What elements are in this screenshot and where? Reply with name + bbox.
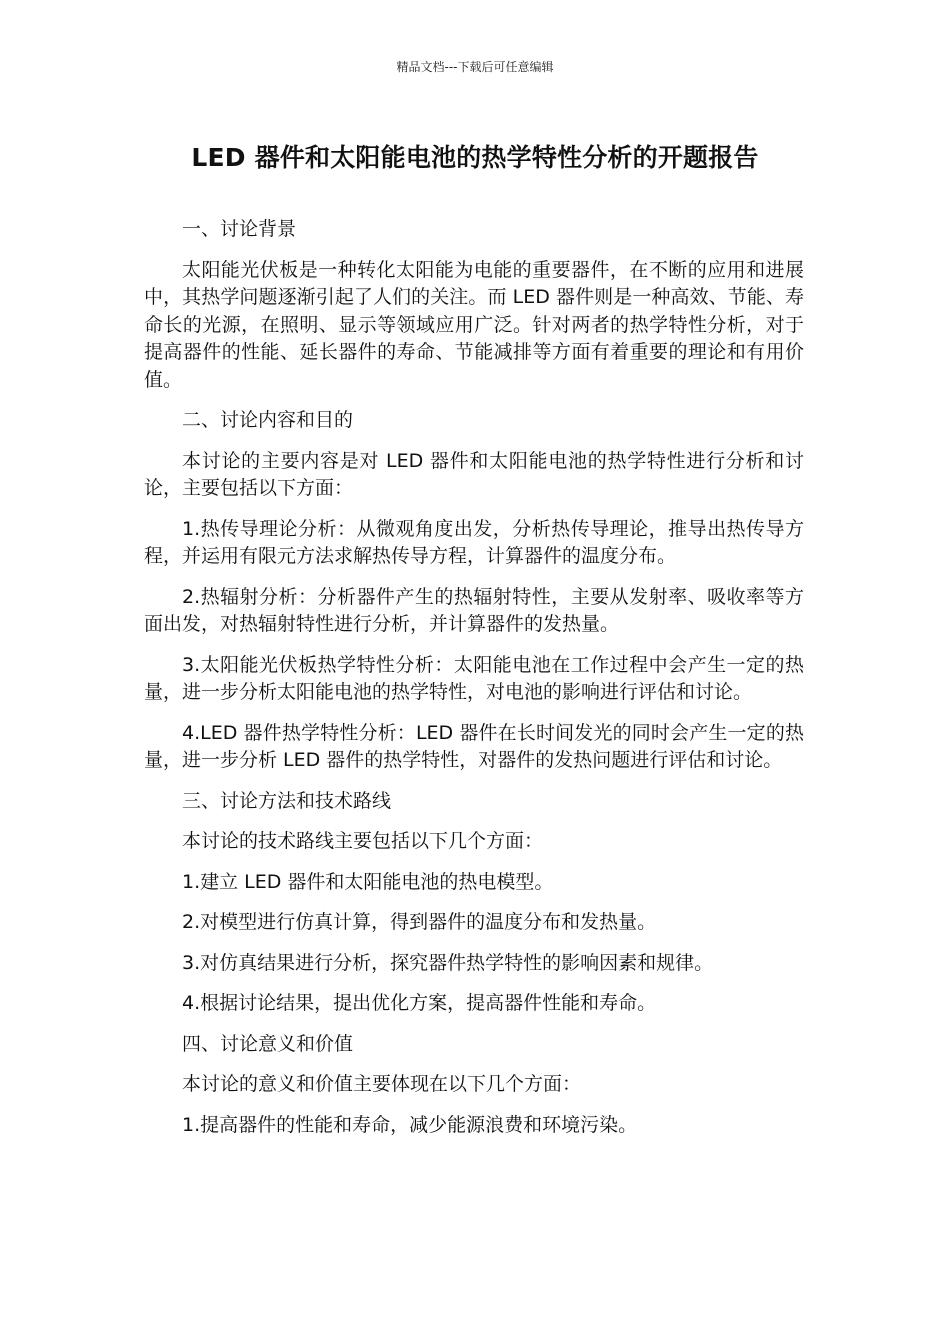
paragraph-background: 太阳能光伏板是一种转化太阳能为电能的重要器件，在不断的应用和进展中，其热学问题逐渐引起了人们的关注。而 LED 器件则是一种高效、节能、寿命长的光源，在照明、显示等领域应用广泛。针对两者的热学特性分析，对于提高器件的性能、延长器件的寿命、节能减排等方面有着重要的理论和有用价值。 <box>144 258 804 391</box>
paragraph-significance-intro: 本讨论的意义和价值主要体现在以下几个方面： <box>182 1073 582 1095</box>
paragraph-method-intro: 本讨论的技术路线主要包括以下几个方面： <box>182 830 544 852</box>
section-heading-background: 一、讨论背景 <box>182 218 297 240</box>
header-note: 精品文档---下载后可任意编辑 <box>396 60 554 74</box>
list-item-led: 4.LED 器件热学特性分析：LED 器件在长时间发光的同时会产生一定的热量，进一步分析 LED 器件的热学特性，对器件的发热问题进行评估和讨论。 <box>144 721 804 771</box>
list-item-solar-panel: 3.太阳能光伏板热学特性分析：太阳能电池在工作过程中会产生一定的热量，进一步分析太阳能电池的热学特性，对电池的影响进行评估和讨论。 <box>144 653 804 703</box>
list-item-simulation: 2.对模型进行仿真计算，得到器件的温度分布和发热量。 <box>182 911 657 933</box>
list-item-performance: 1.提高器件的性能和寿命，减少能源浪费和环境污染。 <box>182 1113 638 1136</box>
paragraph-content-intro: 本讨论的主要内容是对 LED 器件和太阳能电池的热学特性进行分析和讨论，主要包括以下方面： <box>144 449 804 499</box>
list-item-model: 1.建立 LED 器件和太阳能电池的热电模型。 <box>182 870 554 893</box>
section-heading-content: 二、讨论内容和目的 <box>182 409 354 431</box>
list-item-heat-radiation: 2.热辐射分析：分析器件产生的热辐射特性，主要从发射率、吸收率等方面出发，对热辐射特性进行分析，并计算器件的发热量。 <box>144 585 804 635</box>
list-item-optimization: 4.根据讨论结果，提出优化方案，提高器件性能和寿命。 <box>182 992 657 1014</box>
document-title: LED 器件和太阳能电池的热学特性分析的开题报告 <box>191 143 759 172</box>
list-item-heat-conduction: 1.热传导理论分析：从微观角度出发，分析热传导理论，推导出热传导方程，并运用有限元方法求解热传导方程，计算器件的温度分布。 <box>144 517 804 567</box>
document-body <box>144 216 804 1139</box>
list-item-analysis: 3.对仿真结果进行分析，探究器件热学特性的影响因素和规律。 <box>182 951 714 974</box>
section-heading-significance: 四、讨论意义和价值 <box>182 1032 354 1055</box>
section-heading-method: 三、讨论方法和技术路线 <box>182 789 392 812</box>
